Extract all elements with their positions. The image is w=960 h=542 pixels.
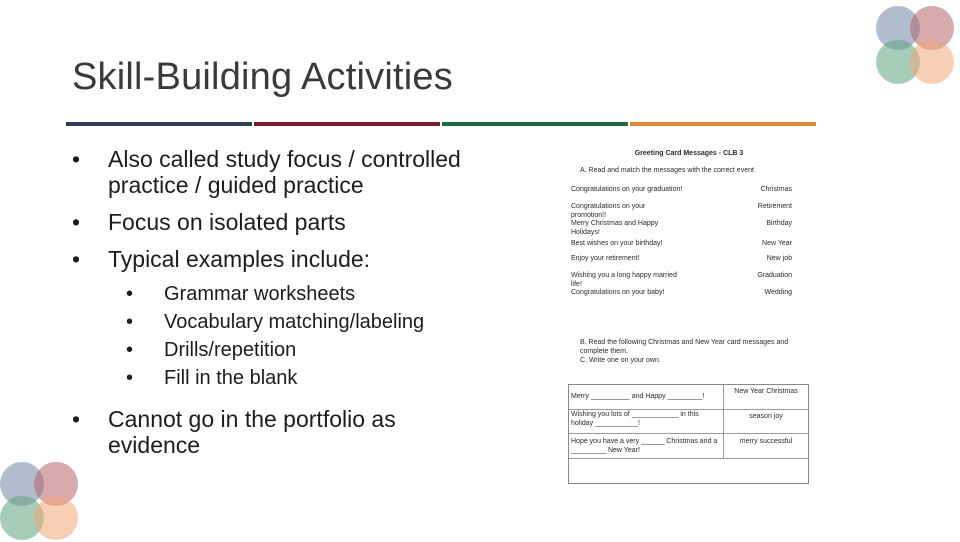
bullet-item	[72, 209, 472, 235]
decorative-circles-bottom-left	[0, 462, 80, 542]
bullet-text: Typical examples include:	[108, 246, 371, 272]
bullet-marker: •	[72, 146, 81, 172]
worksheet-event: Retirement	[757, 203, 792, 210]
title-rule-maroon	[254, 122, 440, 126]
sub-bullet-marker: •	[126, 283, 134, 305]
sub-bullet-item	[72, 308, 472, 336]
bullet-marker: •	[72, 246, 81, 272]
bullet-text: Cannot go in the portfolio as evidence	[108, 406, 396, 458]
title-rule-green	[442, 122, 628, 126]
bullet-list	[72, 146, 472, 458]
sub-bullet-list	[72, 280, 472, 392]
sub-bullet-item	[72, 336, 472, 364]
table-cell-right: season joy	[749, 413, 783, 420]
worksheet-title: Greeting Card Messages - CLB 3	[634, 150, 744, 157]
bullet-text: Focus on isolated parts	[108, 209, 346, 235]
table-cell-left: Merry __________ and Happy _________!	[571, 393, 705, 400]
worksheet-fill-table	[568, 384, 809, 484]
worksheet-instruction-a: A. Read and match the messages with the correct event	[580, 167, 754, 174]
title-rule-navy	[66, 122, 252, 126]
worksheet-message: Wishing you a long happy married life!	[571, 272, 677, 288]
sub-bullet-marker: •	[126, 367, 134, 389]
bullet-marker: •	[72, 209, 81, 235]
sub-bullet-text: Grammar worksheets	[164, 283, 356, 305]
worksheet-message: Congratulations on your graduation!	[571, 186, 683, 193]
worksheet-message: Merry Christmas and Happy Holidays!	[571, 220, 659, 236]
circle-orange	[910, 40, 954, 84]
worksheet-event: Wedding	[764, 289, 792, 296]
table-row	[569, 385, 808, 410]
table-cell-left: Wishing you lots of ____________ in this holiday ___________!	[571, 411, 699, 427]
decorative-circles-top-right	[876, 6, 956, 86]
bullet-text: Also called study focus / controlled practice / guided practice	[108, 146, 461, 198]
sub-bullet-item	[72, 364, 472, 392]
sub-bullet-marker: •	[126, 339, 134, 361]
sub-bullet-text: Vocabulary matching/labeling	[164, 311, 425, 333]
worksheet-event: Graduation	[757, 272, 792, 279]
bullet-item	[72, 146, 472, 198]
sub-bullet-text: Fill in the blank	[164, 367, 298, 389]
table-cell-right: merry successful	[739, 438, 793, 445]
sub-bullet-item	[72, 280, 472, 308]
worksheet-message: Enjoy your retirement!	[571, 255, 640, 262]
title-rule-orange	[630, 122, 816, 126]
bullet-item	[72, 246, 472, 272]
slide-title: Skill-Building Activities	[72, 56, 453, 98]
worksheet-event: Christmas	[760, 186, 792, 193]
bullet-marker: •	[72, 406, 81, 432]
worksheet-image	[566, 146, 812, 486]
bullet-item	[72, 406, 472, 458]
worksheet-message: Best wishes on your birthday!	[571, 240, 663, 247]
table-cell-left: Hope you have a very ______ Christmas and a _________ New Year!	[571, 438, 718, 454]
table-cell-right: New Year Christmas	[734, 388, 798, 395]
table-row	[569, 433, 808, 459]
circle-orange	[34, 496, 78, 540]
worksheet-instruction-c: C. Write one on your own.	[580, 357, 661, 364]
worksheet-message: Congratulations on your promotion!!	[571, 203, 646, 219]
sub-bullet-text: Drills/repetition	[164, 339, 297, 361]
table-column-divider	[723, 385, 724, 459]
worksheet-event: Birthday	[766, 220, 792, 227]
worksheet-instruction-b: B. Read the following Christmas and New Year card messages and complete them.	[580, 339, 789, 355]
table-row	[569, 409, 808, 434]
worksheet-message: Congratulations on your baby!	[571, 289, 665, 296]
worksheet-event: New Year	[762, 240, 792, 247]
sub-bullet-marker: •	[126, 311, 134, 333]
worksheet-event: New job	[766, 255, 792, 262]
